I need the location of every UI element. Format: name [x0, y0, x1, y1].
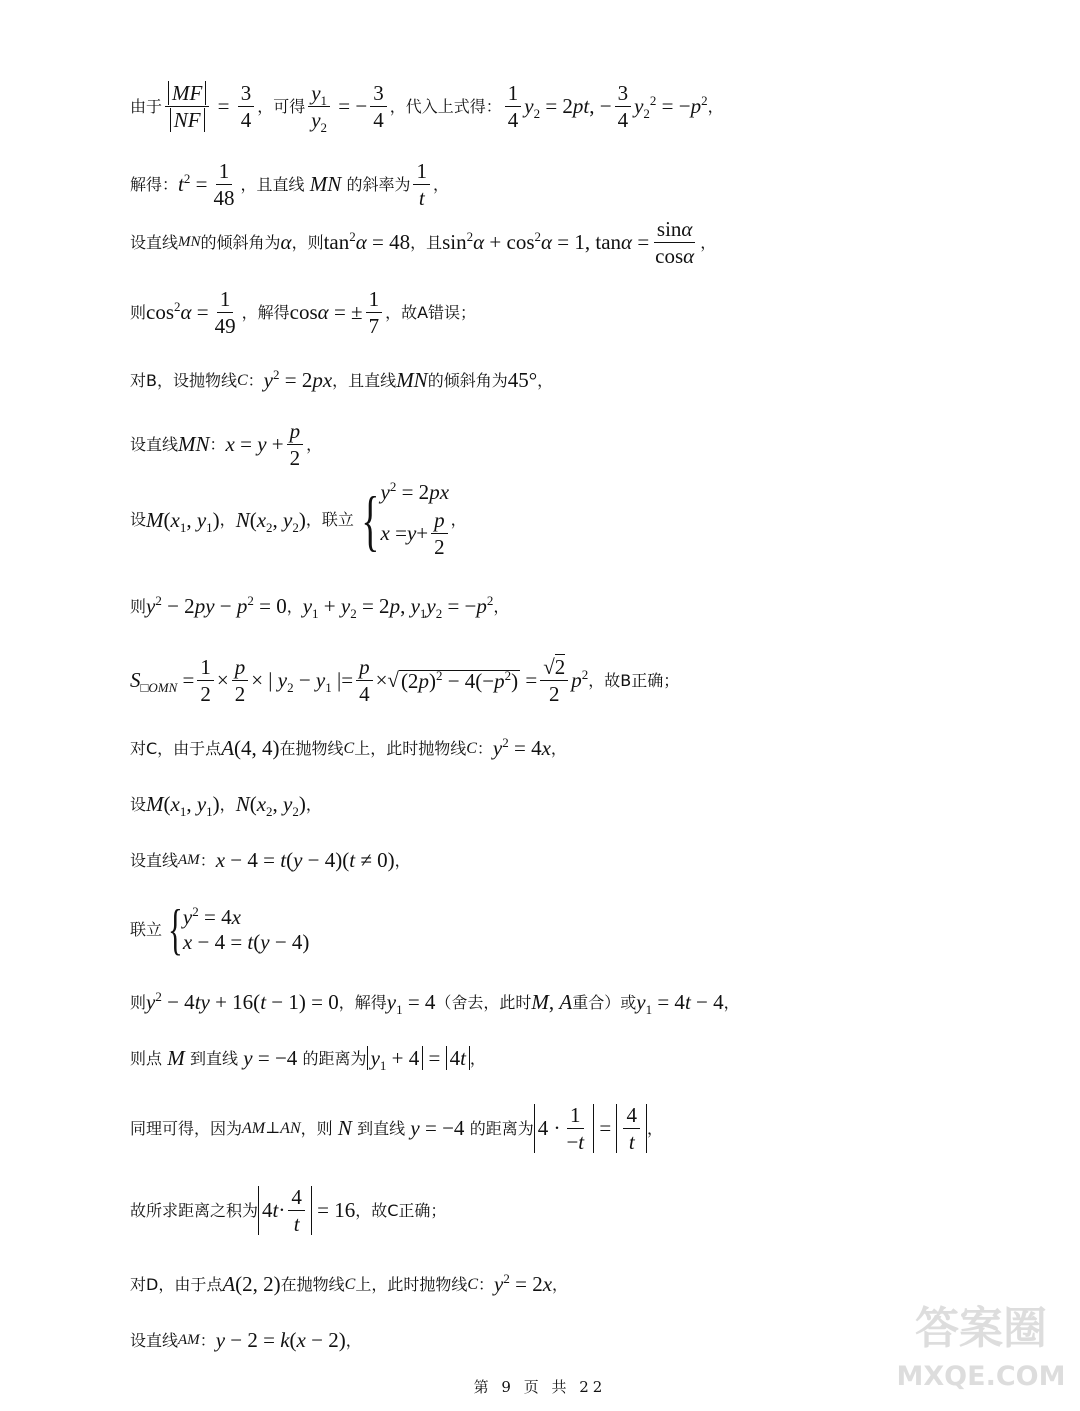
math: A(4, 4) — [221, 736, 280, 760]
math: $N(x_2$, $y_2$) — [235, 507, 306, 535]
math: 4 · $\frac{1}{-t}$ — [534, 1104, 594, 1153]
text: 同理可得，因为 — [130, 1118, 243, 1138]
text: 则点 — [130, 1048, 163, 1068]
math: C — [467, 1275, 479, 1293]
line-14 — [130, 989, 740, 1018]
math: MN — [309, 172, 342, 197]
text: 故所求距离之积为 — [130, 1200, 259, 1220]
math: AM — [178, 1332, 200, 1348]
line-17 — [130, 1186, 446, 1235]
text: ， — [700, 232, 717, 252]
fraction: $\frac{1}{7}$ — [366, 288, 383, 337]
text: ， — [345, 1330, 362, 1350]
math: 45° — [507, 368, 538, 392]
text: 设直线 — [130, 232, 179, 252]
math: M, A — [531, 990, 573, 1014]
text: ， — [537, 370, 554, 390]
math: 4 t · $\frac{4}{t}$ — [258, 1186, 312, 1235]
text: ： — [199, 850, 216, 870]
text: 的倾斜角为 — [200, 232, 281, 252]
text: ， — [493, 596, 510, 616]
fraction: $\frac{1}{49}$ — [214, 287, 236, 339]
line-15 — [130, 1046, 486, 1074]
text: ， — [219, 794, 236, 814]
text: 由于 — [130, 96, 163, 116]
math: $M(x_1$, $y_1$) — [146, 792, 220, 820]
text: ， — [646, 1118, 663, 1138]
math: AN — [280, 1119, 301, 1137]
text: 到直线 — [357, 1118, 406, 1138]
math: C — [343, 739, 355, 757]
text: ，解得 — [241, 302, 290, 322]
text: ， — [723, 992, 740, 1012]
fraction: $\frac{3}{4}$ — [238, 82, 255, 131]
math: x = y + — [225, 432, 284, 457]
line-9 — [130, 656, 679, 705]
text: ，则 — [291, 232, 324, 252]
line-7 — [130, 479, 467, 560]
math: cosα = ± — [289, 300, 363, 325]
text: 到直线 — [190, 1048, 239, 1068]
line-6 — [130, 420, 322, 469]
math: $y^2 = 4x$ — [492, 735, 551, 760]
page-footer: 第 9 页 共 22 — [473, 1378, 607, 1396]
text: ，且 — [410, 232, 443, 252]
text: ， — [306, 434, 323, 454]
fraction: $\frac{p}{2}$ — [287, 420, 304, 469]
line-11 — [130, 792, 322, 820]
text: 对D，由于点 — [130, 1274, 223, 1294]
text: ，代入上式得： — [389, 96, 502, 116]
math: $\tan^2\alpha = 48$ — [323, 229, 411, 255]
line-16 — [130, 1104, 663, 1153]
text: 联立 — [130, 920, 163, 939]
text: ，则 — [300, 1118, 333, 1138]
math: $y_2 = 2pt$, − — [524, 94, 612, 122]
text: ， — [305, 794, 322, 814]
text: 对B，设抛物线 — [130, 370, 237, 390]
text: ： — [476, 738, 493, 758]
math: = − — [333, 94, 368, 119]
math: = 16 — [311, 1198, 356, 1223]
text: 设 — [130, 510, 147, 530]
math: y = −4 — [243, 1046, 303, 1070]
math: y − 2 = k(x − 2) — [215, 1328, 346, 1352]
line-13 — [130, 899, 310, 961]
math: N — [337, 1116, 352, 1141]
system-of-equations: { $y^2 = 4x$ x − 4 = t(y − 4) — [168, 899, 310, 961]
text: 设直线 — [130, 850, 179, 870]
text: ， — [550, 738, 567, 758]
math: $y_1 = 4$ — [386, 990, 436, 1018]
text: 对C，由于点 — [130, 738, 222, 758]
text: 设直线 — [130, 1330, 179, 1350]
math: $p^2$ — [571, 667, 589, 693]
text: ，故C正确； — [355, 1200, 447, 1220]
system-of-equations: { $y^2 = 2px$ x = y + $\frac{p}{2}$ — [361, 479, 450, 560]
math: $y^2 - 2py - p^2 = 0$ — [146, 593, 287, 618]
text: ，故B正确； — [588, 670, 680, 690]
math: $y_2^2 = -p^2$ — [634, 93, 708, 122]
fraction: $\frac{1}{48}$ — [213, 159, 235, 211]
fraction: $\frac{y_1}{y_2}$ — [308, 82, 330, 131]
text: ： — [209, 434, 226, 454]
fraction: $\frac{√2}{2}$ — [540, 656, 568, 705]
text: ，联立 — [305, 510, 354, 530]
text: ，故A错误； — [385, 302, 477, 322]
text: ，可得 — [257, 96, 306, 116]
math: x − 4 = t(y − 4)(t ≠ 0) — [215, 848, 395, 872]
math: $y_1 = 4t - 4$ — [636, 990, 724, 1018]
text: 上，此时抛物线 — [354, 738, 467, 758]
text: 则 — [130, 992, 147, 1012]
fraction: $\frac{3}{4}$ — [370, 82, 387, 131]
text: 在抛物线 — [280, 1274, 345, 1294]
math: $y^2 = 2px$ — [263, 367, 333, 392]
text: ， — [432, 174, 449, 194]
fraction-mf-nf: $\frac{MF}{NF}$ — [165, 82, 209, 131]
fraction: $\frac{3}{4}$ — [615, 82, 632, 131]
fraction: $\frac{p}{4}$ — [356, 656, 373, 705]
math: ⊥ — [265, 1119, 281, 1137]
line-19 — [130, 1330, 362, 1351]
line-12 — [130, 850, 411, 871]
text: ： — [478, 1274, 495, 1294]
math: $y^2 = 2x$ — [494, 1271, 553, 1296]
math: MN — [178, 432, 210, 457]
text: 则 — [130, 596, 147, 616]
math: $y_1 + y_2 = 2p$, $y_1y_2 = -p^2$ — [302, 593, 494, 622]
line-8 — [130, 593, 510, 622]
fraction: $\frac{1}{2}$ — [197, 656, 214, 705]
text: ， — [450, 510, 467, 530]
math: $\frac{4}{t}$ — [616, 1104, 647, 1153]
math: $M(x_1$, $y_1$) — [146, 507, 220, 535]
text: ，且直线 — [332, 370, 397, 390]
fraction: $\frac{p}{2}$ — [232, 656, 249, 705]
text: 则 — [130, 302, 147, 322]
text: 的倾斜角为 — [427, 370, 508, 390]
math: α — [280, 230, 292, 255]
math: MN — [178, 234, 201, 251]
math: C — [344, 1275, 356, 1293]
text: ， — [394, 850, 411, 870]
text: 在抛物线 — [279, 738, 344, 758]
math: A(2, 2) — [222, 1272, 281, 1296]
math: = — [212, 94, 235, 119]
text: ， — [469, 1048, 486, 1068]
math: C — [466, 739, 477, 757]
text: 的距离为 — [302, 1048, 367, 1068]
math: × | $y_2 - y_1$ |= — [251, 668, 354, 696]
text: （舍去，此时 — [435, 992, 532, 1012]
text: 解得： — [130, 174, 179, 194]
math: AM — [242, 1119, 266, 1137]
text: ： — [247, 370, 264, 390]
text: 的距离为 — [469, 1118, 534, 1138]
text: 设 — [130, 794, 147, 814]
math: = — [594, 1116, 617, 1141]
text: 的斜率为 — [346, 174, 411, 194]
math: y = −4 — [410, 1116, 470, 1141]
watermark-logo — [896, 1281, 1066, 1401]
watermark-bottom: MXQE.COM — [896, 1361, 1066, 1392]
text: ， — [286, 596, 303, 616]
math: $\sin^2\alpha + \cos^2\alpha = 1$, tanα = — [442, 229, 650, 255]
math: × — [216, 668, 229, 693]
math: $S_{□OMN}$ = — [130, 668, 195, 696]
math: AM — [178, 852, 200, 868]
line-3 — [130, 218, 716, 267]
text: ， — [219, 510, 236, 530]
fraction: $\frac{1}{t}$ — [413, 160, 430, 209]
text: 设直线 — [130, 434, 179, 454]
line-18 — [130, 1271, 569, 1296]
math: $y_1 + 4 = 4t$ — [367, 1048, 470, 1069]
text: ， — [552, 1274, 569, 1294]
line-4 — [130, 288, 476, 337]
math: $t^2$ = — [178, 171, 208, 197]
text: ，解得 — [338, 992, 387, 1012]
line-2 — [130, 160, 449, 209]
watermark-top: 答案圈 — [915, 1303, 1047, 1354]
fraction: $\frac{1}{4}$ — [505, 82, 522, 131]
math: $\cos^2\alpha$ = — [146, 299, 209, 325]
math: ×√ $(2p)^2 - 4(-p^2)$ = — [375, 667, 538, 693]
math: $N(x_2$, $y_2$) — [235, 792, 306, 820]
line-1 — [130, 81, 724, 136]
math: M — [167, 1046, 185, 1070]
math: MN — [396, 368, 428, 392]
text: 上，此时抛物线 — [355, 1274, 468, 1294]
text: ，且直线 — [240, 174, 305, 194]
math: $y^2 - 4ty + 16(t - 1) = 0$ — [146, 989, 339, 1014]
line-5 — [130, 367, 554, 392]
text: 重合）或 — [572, 992, 637, 1012]
text: ： — [199, 1330, 216, 1350]
fraction: $\frac{\sin\alpha}{\cos\alpha}$ — [655, 217, 695, 269]
math: C — [236, 371, 248, 389]
text: ， — [707, 96, 724, 116]
line-10 — [130, 735, 567, 760]
